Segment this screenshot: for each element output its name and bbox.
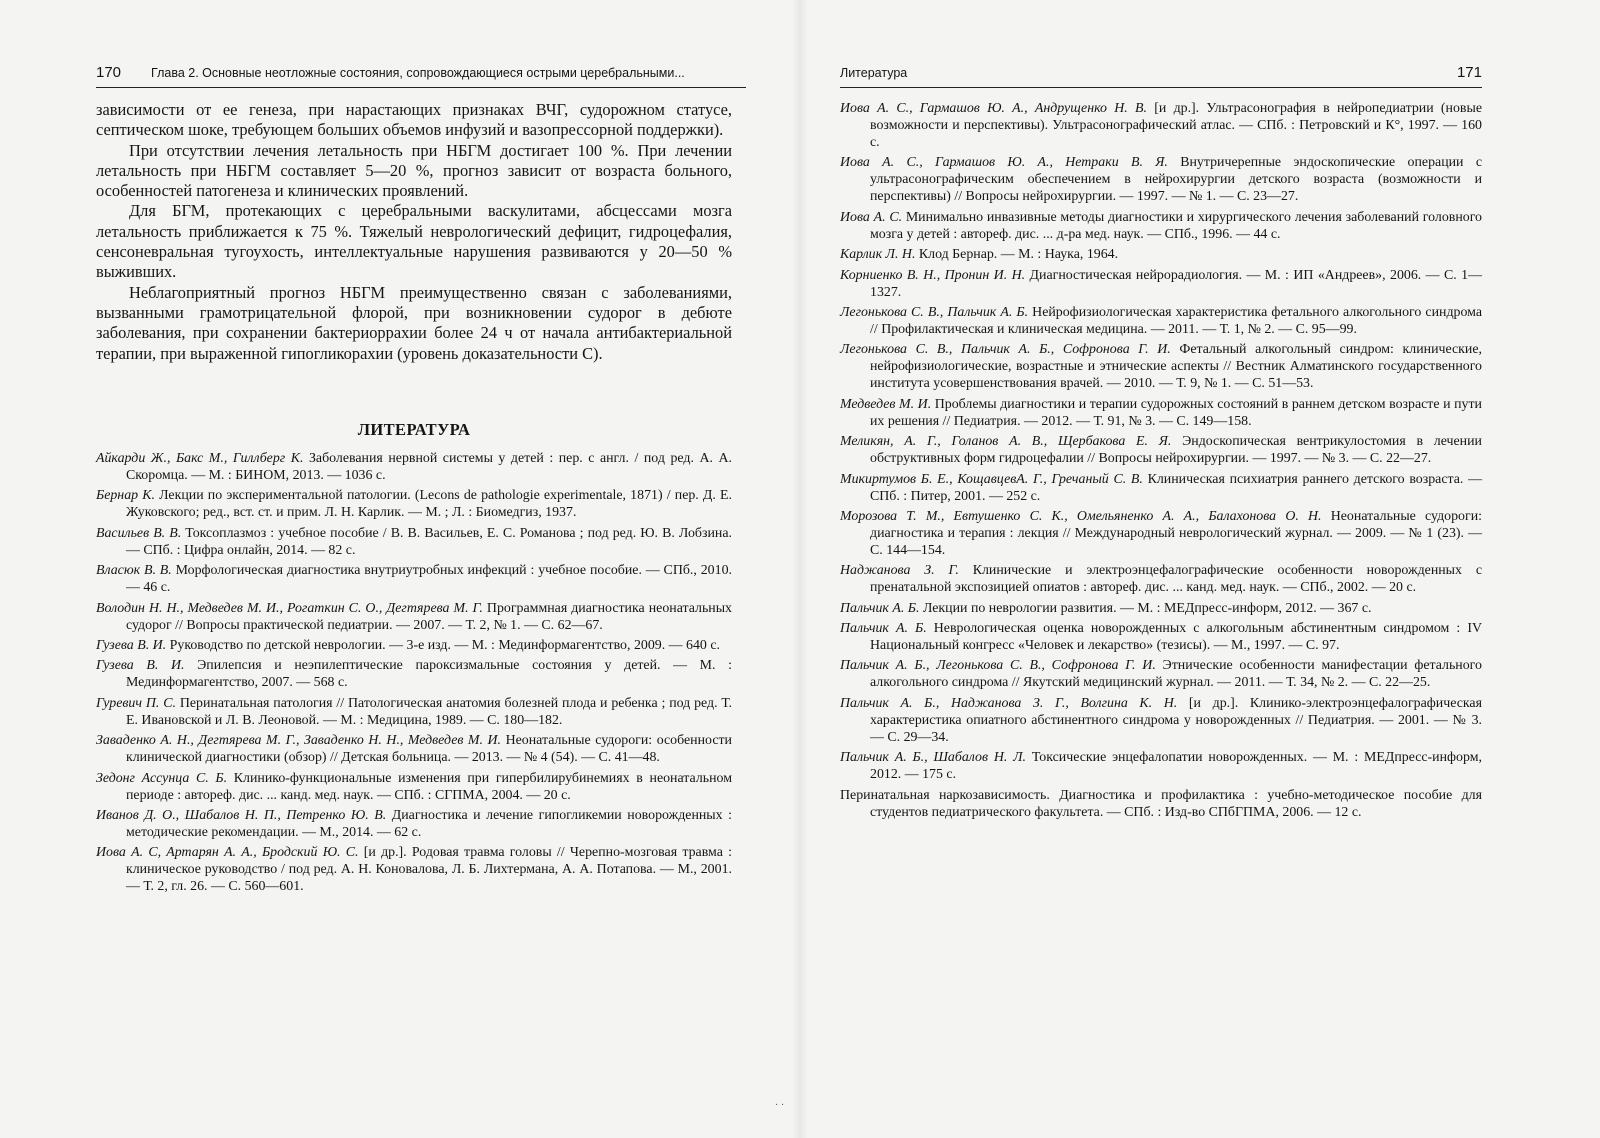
paragraph: зависимости от ее генеза, при нарастающих признаках ВЧГ, судорожном статусе, септическом шоке, требующем больших объемов инфузий и вазопрессорной поддержки). bbox=[96, 100, 732, 140]
reference-text: Неврологическая оценка новорожденных с алкогольным абстинентным синдромом : IV Национальный конгресс «Человек и лекарство» (тезисы). — М., 1997. — С. 97. bbox=[870, 621, 1483, 654]
reference-entry bbox=[96, 657, 732, 691]
reference-entry bbox=[840, 471, 1482, 505]
reference-authors: Пальчик А. Б. bbox=[840, 600, 920, 616]
section-title: ЛИТЕРАТУРА bbox=[357, 420, 471, 439]
reference-authors: Бернар К. bbox=[96, 488, 155, 504]
header-rule bbox=[96, 87, 746, 88]
reference-text: Руководство по детской неврологии. — 3-е изд. — М. : Мединформагентство, 2009. — 640 с. bbox=[166, 637, 720, 653]
reference-text: Диагностическая нейрорадиология. — М. : ИП «Андреев», 2006. — С. 1—1327. bbox=[870, 267, 1482, 300]
reference-text: [и др.]. Родовая травма головы // Черепно-мозговая травма : клиническое руководство / под ред. А. Н. Коновалова, Л. Б. Лихтермана, А. А. Потапова. — М., 2001. — Т. 2, гл. 26. — С. 560—601. bbox=[126, 845, 732, 895]
paragraph: Неблагоприятный прогноз НБГМ преимущественно связан с заболеваниями, вызванными грамотрицательной флорой, при возникновении судорог в дебюте заболевания, при сохранении бактериоррахии более 24 ч от начала антибактериальной терапии, при выраженной гипогликорахии (уровень доказательности С). bbox=[96, 282, 732, 363]
reference-entry bbox=[840, 304, 1482, 338]
reference-authors: Айкарди Ж., Бакс М., Гиллберг К. bbox=[96, 451, 304, 466]
scan-mark: · · bbox=[775, 1100, 785, 1111]
reference-text: Токсические энцефалопатии новорожденных. — М. : МЕДпресс-информ, 2012. — 175 с. bbox=[870, 750, 1482, 783]
body-text bbox=[96, 100, 732, 364]
reference-text: Проблемы диагностики и терапии судорожных состояний в раннем детском возрасте и пути их решения // Педиатрия. — 2012. — Т. 91, № 3. — С. 149—158. bbox=[870, 396, 1482, 429]
reference-authors: Карлик Л. Н. bbox=[840, 247, 916, 263]
reference-text: [и др.]. Ультрасонография в нейропедиатрии (новые возможности и перспективы). Ультрасонографический атлас. — СПб. : Петровский и К°, 1997. — 160 с. bbox=[870, 101, 1482, 150]
reference-authors: Иова А. С, Артарян А. А., Бродский Ю. С. bbox=[96, 845, 359, 861]
reference-entry bbox=[96, 732, 732, 766]
reference-authors: Микиртумов Б. Е., КощавцевА. Г., Гречаный С. В. bbox=[840, 471, 1143, 487]
reference-authors: Иова А. С., Гармашов Ю. А., Андрущенко Н. В. bbox=[840, 101, 1147, 116]
reference-entry bbox=[840, 620, 1482, 654]
reference-entry bbox=[840, 341, 1482, 392]
reference-text: Клиническая психиатрия раннего детского возраста. — СПб. : Питер, 2001. — 252 с. bbox=[870, 471, 1482, 504]
reference-authors: Иова А. С. bbox=[840, 209, 903, 225]
reference-entry bbox=[840, 396, 1482, 430]
reference-text: Нейрофизиологическая характеристика фетального алкогольного синдрома // Профилактическая и клиническая медицина. — 2011. — Т. 1, № 2. — С. 95—99. bbox=[870, 304, 1482, 337]
page-number-right: 171 bbox=[1456, 64, 1482, 81]
reference-entry bbox=[96, 525, 732, 559]
reference-authors: Легонькова С. В., Пальчик А. Б. bbox=[840, 304, 1029, 320]
reference-authors: Медведев М. И. bbox=[840, 396, 932, 412]
reference-text: Лекции по неврологии развития. — М. : МЕДпресс-информ, 2012. — 367 с. bbox=[919, 600, 1372, 616]
reference-text: Эндоскопическая вентрикулостомия в лечении обструктивных форм гидроцефалии // Вопросы нейрохирургии. — 1997. — № 3. — С. 22—27. bbox=[870, 434, 1482, 467]
reference-text: Диагностика и лечение гипогликемии новорожденных : методические рекомендации. — М., 2014. — 62 с. bbox=[126, 807, 732, 840]
reference-entry bbox=[840, 600, 1482, 617]
reference-text: Перинатальная патология // Патологическая анатомия болезней плода и ребенка ; под ред. Т. Е. Ивановской и Л. В. Леоновой. — М. : Медицина, 1989. — С. 180—182. bbox=[126, 695, 733, 728]
reference-entry bbox=[840, 267, 1482, 301]
reference-entry bbox=[840, 695, 1482, 746]
reference-text: Минимально инвазивные методы диагностики и хирургического лечения заболеваний головного мозга у детей : автореф. дис. ... д-ра мед. наук. — СПб., 1996. — 44 с. bbox=[870, 209, 1482, 242]
reference-text: Перинатальная наркозависимость. Диагностика и профилактика : учебно-методическое пособие для студентов педиатрического факультета. — СПб. : Изд-во СПбГПМА, 2006. — 12 с. bbox=[840, 787, 1482, 820]
reference-entry bbox=[840, 787, 1482, 821]
reference-text: Программная диагностика неонатальных судорог // Вопросы практической педиатрии. — 2007. — Т. 2, № 1. — С. 62—67. bbox=[126, 600, 733, 633]
reference-entry bbox=[96, 637, 732, 654]
reference-entry bbox=[96, 562, 732, 596]
reference-entry bbox=[840, 433, 1482, 467]
running-head-left bbox=[96, 64, 746, 84]
reference-entry bbox=[840, 246, 1482, 263]
reference-entry bbox=[96, 844, 732, 895]
reference-authors: Пальчик А. Б., Легонькова С. В., Софронова Г. И. bbox=[840, 658, 1156, 674]
reference-entry bbox=[840, 209, 1482, 243]
reference-text: Фетальный алкогольный синдром: клинические, нейрофизиологические, возрастные и этнические аспекты // Вестник Алматинского государственного института усовершенствования врачей. — 2010. — Т. 9, № 1. — С. 51—53. bbox=[870, 342, 1483, 392]
reference-text: Клод Бернар. — М. : Наука, 1964. bbox=[915, 247, 1119, 263]
page-number-left: 170 bbox=[96, 64, 122, 81]
chapter-title: Глава 2. Основные неотложные состояния, сопровождающиеся острыми церебральными... bbox=[151, 66, 685, 80]
reference-text: Морфологическая диагностика внутриутробных инфекций : учебное пособие. — СПб., 2010. — 46 с. bbox=[126, 563, 732, 596]
reference-authors: Пальчик А. Б., Наджанова З. Г., Волгина К. Н. bbox=[840, 695, 1178, 711]
reference-entry bbox=[840, 100, 1482, 151]
reference-entry bbox=[840, 508, 1482, 559]
reference-authors: Васильев В. В. bbox=[96, 525, 182, 541]
reference-list-right bbox=[840, 100, 1482, 824]
running-head-right bbox=[840, 64, 1482, 84]
reference-entry bbox=[840, 154, 1482, 205]
reference-authors: Пальчик А. Б., Шабалов Н. Л. bbox=[840, 750, 1027, 766]
reference-text: Этнические особенности манифестации фетального алкогольного синдрома // Якутский медицинский журнал. — 2011. — Т. 34, № 2. — С. 22—25. bbox=[870, 658, 1482, 691]
reference-authors: Наджанова З. Г. bbox=[840, 563, 959, 579]
reference-authors: Гузева В. И. bbox=[96, 658, 185, 674]
reference-entry bbox=[96, 807, 732, 841]
header-rule bbox=[840, 87, 1482, 88]
reference-entry bbox=[840, 657, 1482, 691]
reference-text: Эпилепсия и неэпилептические пароксизмальные состояния у детей. — М. : Мединформагентство, 2007. — 568 с. bbox=[126, 658, 732, 691]
reference-text: Лекции по экспериментальной патологии. (Lecons de pathologie experimentale, 1871) / пер. Д. Е. Жуковского; ред., вст. ст. и прим. Л. Н. Карлик. — М. ; Л. : Биомедгиз, 1937. bbox=[126, 488, 732, 521]
reference-authors: Зедонг Ассунца С. Б. bbox=[96, 770, 228, 786]
reference-text: Токсоплазмоз : учебное пособие / В. В. Васильев, Е. С. Романова ; под ред. Ю. В. Лобзина. — СПб. : Цифра онлайн, 2014. — 82 с. bbox=[126, 525, 732, 558]
reference-text: Клинические и электроэнцефалографические особенности новорожденных с пренатальной экспозицией опиатов : автореф. дис. ... канд. мед. наук. — СПб., 2002. — 20 с. bbox=[870, 563, 1482, 596]
paragraph: Для БГМ, протекающих с церебральными васкулитами, абсцессами мозга летальность приближается к 75 %. Тяжелый неврологический дефицит, гидроцефалия, сенсоневральная тугоухость, интеллектуальные нарушения развиваются у 20—50 % выживших. bbox=[96, 201, 732, 282]
reference-text: [и др.]. Клинико-электроэнцефалографическая характеристика опиатного абстинентного синдрома у новорожденных // Педиатрия. — 2001. — № 3. — С. 29—34. bbox=[870, 695, 1482, 745]
reference-text: Заболевания нервной системы у детей : пер. с англ. / под ред. А. А. Скоромца. — М. : БИНОМ, 2013. — 1036 с. bbox=[126, 451, 732, 483]
reference-authors: Пальчик А. Б. bbox=[840, 621, 927, 637]
reference-authors: Гуревич П. С. bbox=[96, 695, 176, 711]
reference-authors: Меликян, А. Г., Голанов А. В., Щербакова Е. Я. bbox=[840, 434, 1172, 450]
right-page bbox=[800, 0, 1600, 1138]
reference-authors: Володин Н. Н., Медведев М. И., Рогаткин С. О., Дегтярева М. Г. bbox=[96, 600, 483, 616]
reference-entry bbox=[96, 450, 732, 484]
reference-entry bbox=[96, 695, 732, 729]
reference-entry bbox=[96, 487, 732, 521]
reference-authors: Морозова Т. М., Евтушенко С. К., Омельяненко А. А., Балахонова О. Н. bbox=[840, 508, 1322, 524]
reference-entry bbox=[840, 749, 1482, 783]
reference-text: Клинико-функциональные изменения при гипербилирубинемиях в неонатальном периоде : автореф. дис. ... канд. мед. наук. — СПб. : СГПМА, 2004. — 20 с. bbox=[126, 770, 732, 803]
reference-entry bbox=[96, 770, 732, 804]
reference-list-left bbox=[96, 450, 732, 899]
reference-text: Неонатальные судороги: особенности клинической диагностики (обзор) // Детская больница. — 2013. — № 4 (54). — С. 41—48. bbox=[126, 733, 732, 766]
paragraph: При отсутствии лечения летальность при НБГМ достигает 100 %. При лечении летальность при НБГМ составляет 5—20 %, прогноз зависит от возраста больного, особенностей патогенеза и клинических проявлений. bbox=[96, 140, 732, 201]
reference-authors: Власюк В. В. bbox=[96, 563, 172, 579]
section-running-title: Литература bbox=[840, 66, 908, 80]
reference-authors: Иова А. С., Гармашов Ю. А., Нетраки В. Я. bbox=[840, 155, 1168, 171]
reference-text: Внутричерепные эндоскопические операции с ультрасонографическим обеспечением в нейрохирургии детского возраста (возможности и перспективы) // Вопросы нейрохирургии. — 1997. — № 1. — С. 23—27. bbox=[870, 155, 1482, 205]
reference-text: Неонатальные судороги: диагностика и терапия : лекция // Международный неврологический журнал. — 2009. — № 1 (23). — С. 144—154. bbox=[870, 508, 1482, 558]
reference-authors: Легонькова С. В., Пальчик А. Б., Софронова Г. И. bbox=[840, 342, 1171, 358]
reference-entry bbox=[96, 600, 732, 634]
reference-authors: Гузева В. И. bbox=[96, 637, 167, 653]
reference-entry bbox=[840, 562, 1482, 596]
reference-authors: Корниенко В. Н., Пронин И. Н. bbox=[840, 267, 1026, 283]
reference-authors: Иванов Д. О., Шабалов Н. П., Петренко Ю. В. bbox=[96, 807, 387, 823]
reference-authors: Заваденко А. Н., Дегтярева М. Г., Заваденко Н. Н., Медведев М. И. bbox=[96, 733, 502, 749]
